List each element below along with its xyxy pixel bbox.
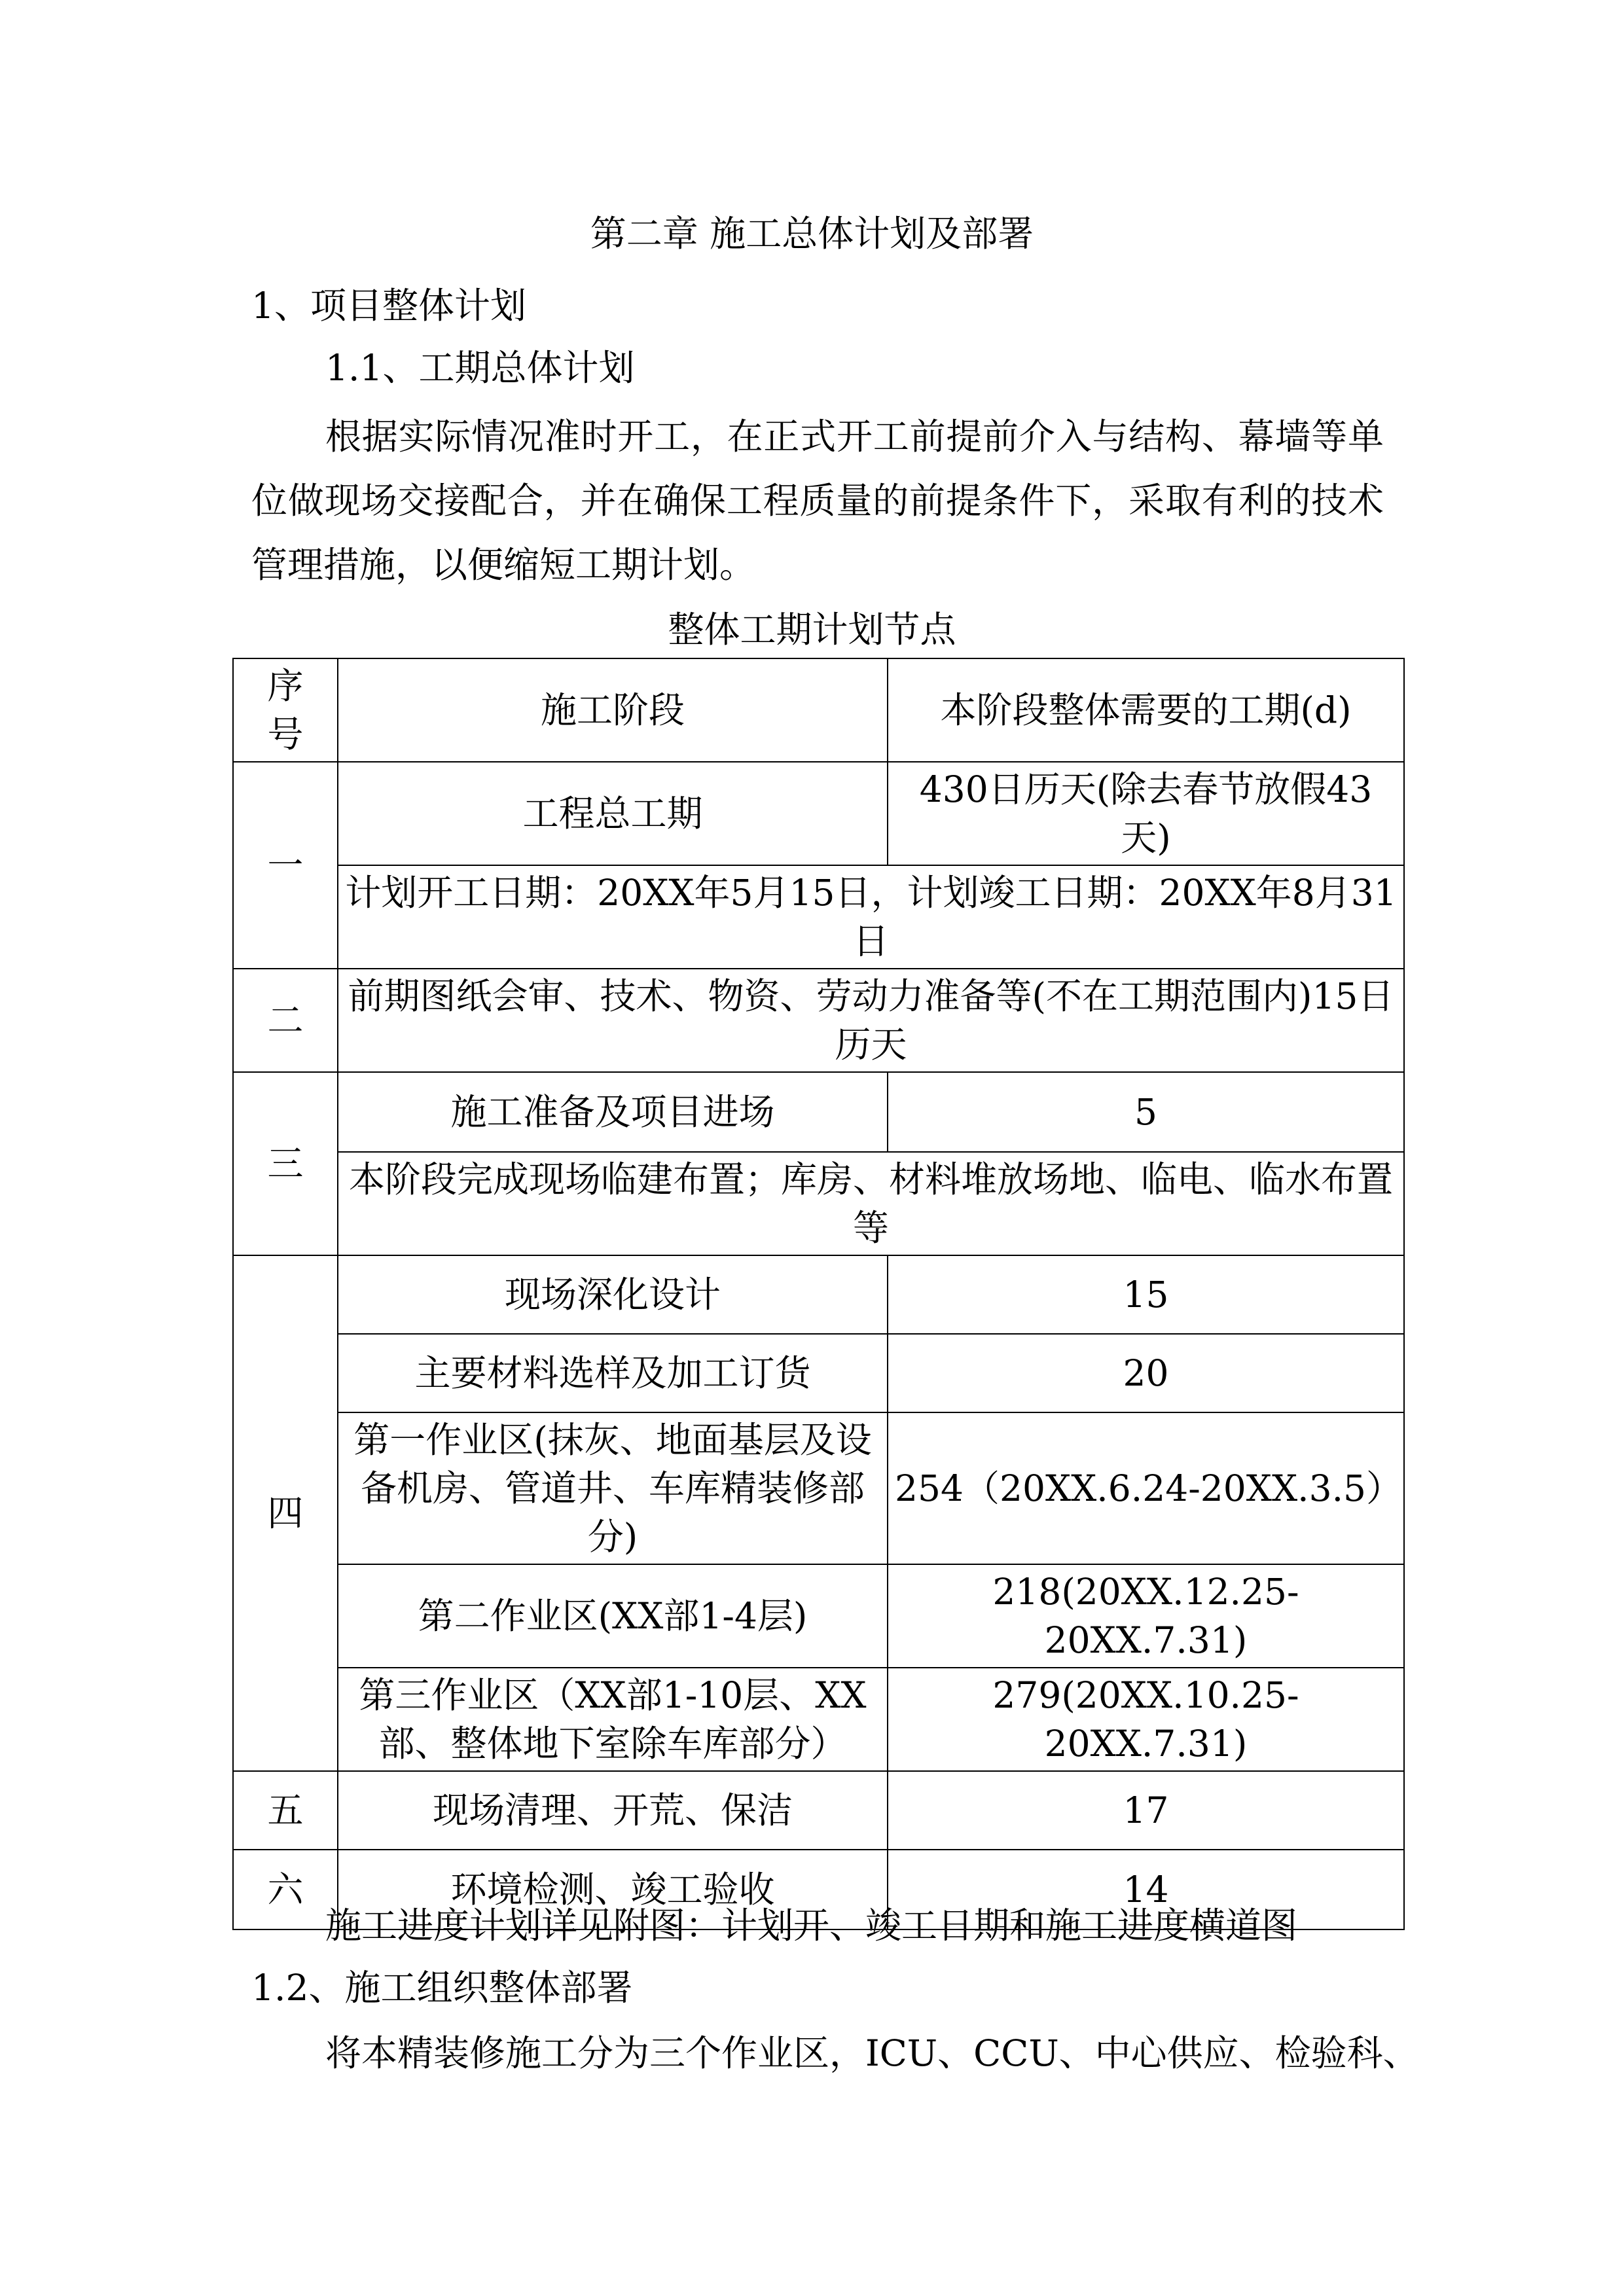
row-seq: 六 [233,1850,338,1929]
header-duration: 本阶段整体需要的工期(d) [888,658,1404,762]
row-stage: 第一作业区(抹灰、地面基层及设备机房、管道井、车库精装修部分) [338,1412,888,1564]
row-duration: 279(20XX.10.25-20XX.7.31) [888,1668,1404,1771]
row-seq: 二 [233,969,338,1072]
row-stage: 第三作业区（XX部1-10层、XX部、整体地下室除车库部分） [338,1668,888,1771]
table-row [233,1668,1404,1771]
row-seq: 五 [233,1771,338,1850]
table-row [233,762,1404,865]
table-row [233,1412,1404,1564]
row-duration: 20 [888,1334,1404,1412]
row-stage: 主要材料选样及加工订货 [338,1334,888,1412]
row-note: 前期图纸会审、技术、物资、劳动力准备等(不在工期范围内)15日历天 [338,969,1404,1072]
schedule-table [232,658,1405,1930]
row-stage: 第二作业区(XX部1-4层) [338,1564,888,1668]
deployment-paragraph: 将本精装修施工分为三个作业区，ICU、CCU、中心供应、检验科、 [325,2032,1419,2074]
subsection-heading-1-2: 1.2、施工组织整体部署 [251,1967,633,2009]
row-stage: 施工准备及项目进场 [338,1072,888,1152]
row-duration: 254（20XX.6.24-20XX.3.5） [888,1412,1404,1564]
table-row [233,969,1404,1072]
row-duration: 218(20XX.12.25-20XX.7.31) [888,1564,1404,1668]
row-note: 本阶段完成现场临建布置；库房、材料堆放场地、临电、临水布置等 [338,1152,1404,1255]
row-duration: 14 [888,1850,1404,1929]
subsection-heading-1-1: 1.1、工期总体计划 [325,347,635,389]
row-seq: 一 [233,762,338,969]
schedule-note: 施工进度计划详见附图：计划开、竣工日期和施工进度横道图 [325,1905,1298,1946]
table-header-row [233,658,1404,762]
intro-paragraph: 根据实际情况准时开工，在正式开工前提前介入与结构、幕墙等单位做现场交接配合，并在确保工程质量的前提条件下，采取有利的技术管理措施，以便缩短工期计划。 [251,416,1384,586]
row-duration: 17 [888,1771,1404,1850]
row-duration: 5 [888,1072,1404,1152]
row-stage: 现场深化设计 [338,1255,888,1334]
table-row [233,865,1404,969]
row-stage: 现场清理、开荒、保洁 [338,1771,888,1850]
row-stage: 环境检测、竣工验收 [338,1850,888,1929]
table-caption: 整体工期计划节点 [668,609,956,651]
row-duration: 15 [888,1255,1404,1334]
row-seq: 四 [233,1255,338,1771]
table-row [233,1072,1404,1152]
table-row [233,1334,1404,1412]
table-row [233,1152,1404,1255]
row-stage: 工程总工期 [338,762,888,865]
row-seq: 三 [233,1072,338,1255]
header-seq: 序号 [233,658,338,762]
table-row [233,1255,1404,1334]
table-row [233,1564,1404,1668]
chapter-title: 第二章 施工总体计划及部署 [590,213,1034,255]
section-heading-1: 1、项目整体计划 [251,285,526,327]
row-duration: 430日历天(除去春节放假43天) [888,762,1404,865]
row-note: 计划开工日期：20XX年5月15日，计划竣工日期：20XX年8月31日 [338,865,1404,969]
header-stage: 施工阶段 [338,658,888,762]
table-row [233,1771,1404,1850]
